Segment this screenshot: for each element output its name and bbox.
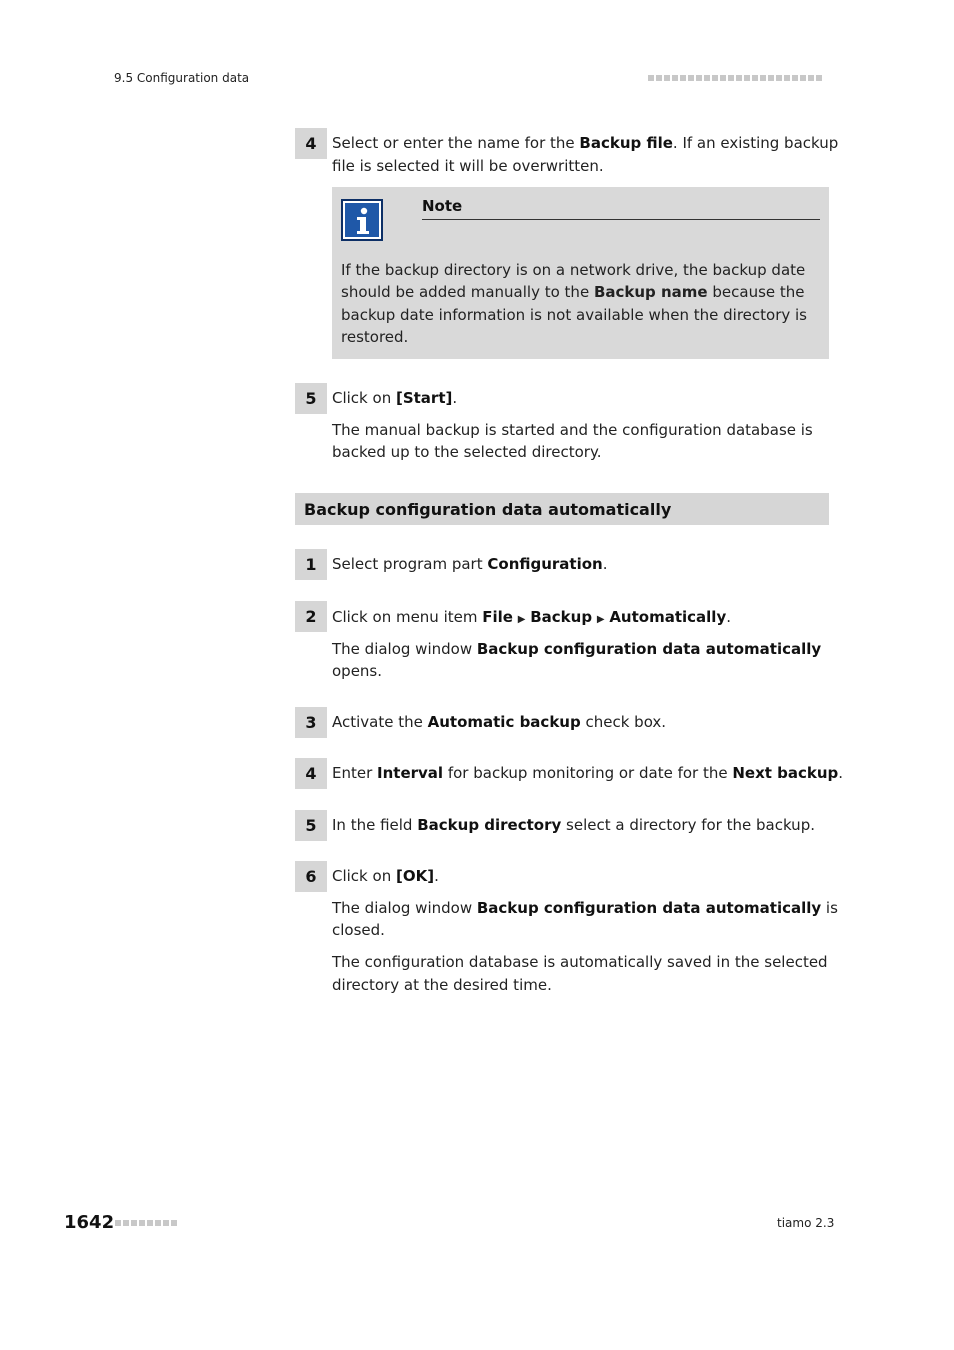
auto-step-6-result-line-4: directory at the desired time.	[332, 976, 552, 994]
auto-step-5-text: In the field Backup directory select a directory for the backup.	[332, 816, 815, 834]
page-number: 1642	[64, 1212, 115, 1233]
auto-step-2-result-line-1: The dialog window Backup configuration data automatically	[332, 640, 822, 658]
step-4-text-line-1: Select or enter the name for the Backup file. If an existing backup	[332, 134, 839, 152]
product-name: tiamo 2.3	[777, 1216, 835, 1230]
step-number-4: 4	[295, 128, 327, 159]
note-text-line-1: If the backup directory is on a network drive, the backup date	[341, 261, 806, 279]
auto-step-number-6: 6	[295, 861, 327, 892]
auto-step-2-text: Click on menu item File ▶ Backup ▶ Automatically.	[332, 608, 732, 626]
auto-step-6-result-line-1: The dialog window Backup configuration data automatically is	[332, 899, 838, 917]
note-text-line-2: should be added manually to the Backup name because the	[341, 283, 805, 301]
footer-decoration-dots	[115, 1220, 177, 1226]
menu-arrow-icon: ▶	[596, 614, 605, 625]
note-title: Note	[422, 197, 463, 215]
auto-step-number-3: 3	[295, 707, 327, 738]
header-decoration-dots	[648, 75, 822, 81]
auto-step-2-result-line-2: opens.	[332, 662, 383, 680]
auto-step-1-text: Select program part Configuration.	[332, 555, 608, 573]
auto-step-6-result-line-3: The configuration database is automatically saved in the selected	[332, 953, 828, 971]
running-header-section: 9.5 Configuration data	[114, 71, 250, 85]
note-title-rule	[422, 219, 820, 220]
auto-step-4-text: Enter Interval for backup monitoring or date for the Next backup.	[332, 764, 844, 782]
info-icon	[341, 199, 383, 241]
note-text-line-3: backup date information is not available when the directory is	[341, 306, 807, 324]
auto-step-3-text: Activate the Automatic backup check box.	[332, 713, 667, 731]
auto-step-number-4: 4	[295, 758, 327, 789]
auto-step-6-result-line-2: closed.	[332, 921, 385, 939]
auto-step-number-5: 5	[295, 810, 327, 841]
step-number-5: 5	[295, 383, 327, 414]
section-heading: Backup configuration data automatically	[295, 493, 829, 525]
auto-step-number-1: 1	[295, 549, 327, 580]
note-text-line-4: restored.	[341, 328, 409, 346]
step-4-text-line-2: file is selected it will be overwritten.	[332, 157, 604, 175]
menu-arrow-icon: ▶	[517, 614, 526, 625]
auto-step-number-2: 2	[295, 601, 327, 632]
auto-step-6-text: Click on [OK].	[332, 867, 439, 885]
step-5-text: Click on [Start].	[332, 389, 458, 407]
step-5-result-line-2: backed up to the selected directory.	[332, 443, 602, 461]
step-5-result-line-1: The manual backup is started and the configuration database is	[332, 421, 813, 439]
